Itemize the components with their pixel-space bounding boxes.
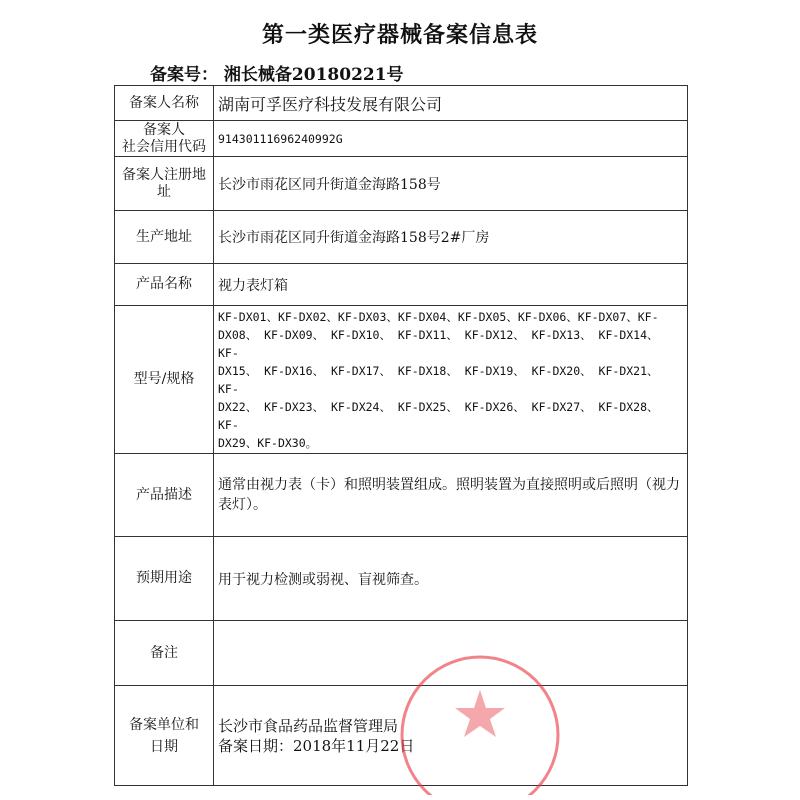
row-value: 视力表灯箱 — [214, 264, 688, 306]
table-row — [115, 306, 688, 454]
row-value: KF-DX01、KF-DX02、KF-DX03、KF-DX04、KF-DX05、KF-DX06、KF-DX07、KF- DX08、 KF-DX09、 KF-DX10、 KF-DX11、 KF-DX12、 KF-DX13、 KF-DX14、 KF- DX15、 KF-DX16、 KF-DX17、 KF-DX18、 KF-DX19、 KF-DX20、 KF-DX21、 KF- DX22、 KF-DX23、 KF-DX24、 KF-DX25、 KF-DX26、 KF-DX27、 KF-DX28、 KF- DX29、KF-DX30。 — [214, 306, 688, 454]
table-row — [115, 264, 688, 306]
row-label: 型号/规格 — [115, 306, 214, 454]
row-value: 长沙市食品药品监督管理局 备案日期：2018年11月22日 — [214, 686, 688, 786]
row-label: 备注 — [115, 621, 214, 686]
record-number-label: 备案号： — [150, 65, 218, 85]
row-value: 通常由视力表（卡）和照明装置组成。照明装置为直接照明或后照明（视力表灯）。 — [214, 454, 688, 537]
row-value: 长沙市雨花区同升街道金海路158号2#厂房 — [214, 211, 688, 264]
table-row — [115, 537, 688, 621]
table-row — [115, 211, 688, 264]
row-label: 备案单位和 日期 — [115, 686, 214, 786]
table-row — [115, 454, 688, 537]
row-label: 备案人 社会信用代码 — [115, 121, 214, 157]
table-row — [115, 686, 688, 786]
row-value: 用于视力检测或弱视、盲视筛查。 — [214, 537, 688, 621]
table-row — [115, 121, 688, 157]
row-label: 产品名称 — [115, 264, 214, 306]
row-value: 长沙市雨花区同升街道金海路158号 — [214, 157, 688, 211]
table-row — [115, 157, 688, 211]
record-number — [150, 60, 404, 85]
info-table — [114, 85, 688, 786]
row-value — [214, 621, 688, 686]
record-number-value: 湘长械备20180221号 — [223, 65, 404, 85]
table-row — [115, 86, 688, 121]
row-label: 备案人名称 — [115, 86, 214, 121]
table-row — [115, 621, 688, 686]
row-label: 备案人注册地 址 — [115, 157, 214, 211]
row-label: 生产地址 — [115, 211, 214, 264]
row-value: 湖南可孚医疗科技发展有限公司 — [214, 86, 688, 121]
page-title: 第一类医疗器械备案信息表 — [261, 22, 538, 48]
row-value: 91430111696240992G — [214, 121, 688, 157]
row-label: 预期用途 — [115, 537, 214, 621]
row-label: 产品描述 — [115, 454, 214, 537]
